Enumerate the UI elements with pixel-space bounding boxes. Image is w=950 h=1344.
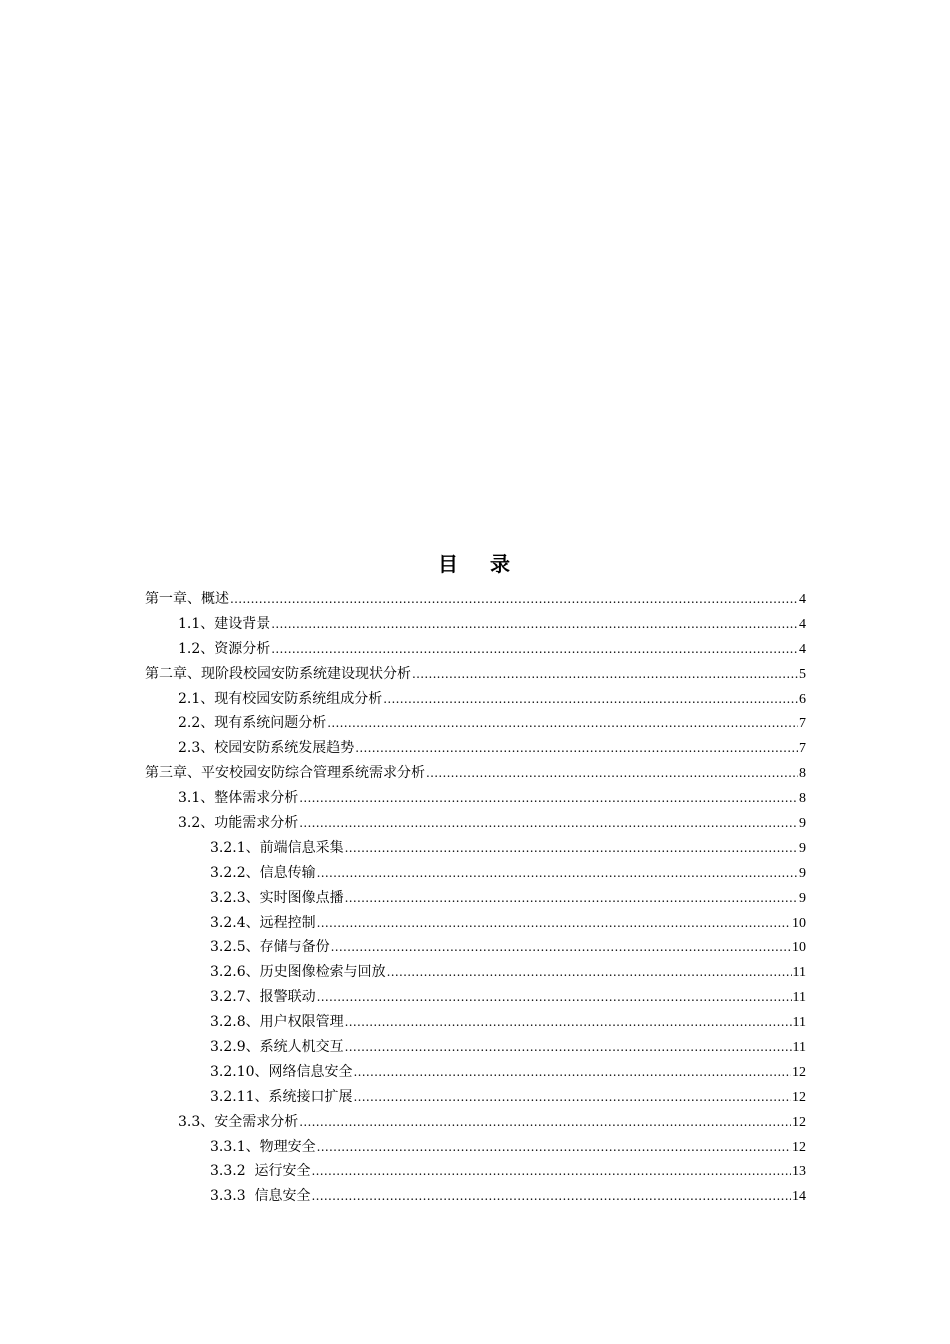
toc-list — [0, 587, 950, 1209]
toc-leader-dots — [317, 861, 798, 886]
toc-leader-dots — [271, 637, 798, 662]
toc-entry[interactable] — [0, 662, 950, 687]
toc-entry[interactable] — [0, 687, 950, 712]
toc-leader-dots — [317, 911, 791, 936]
toc-page-number: 12 — [792, 1064, 806, 1080]
toc-entry-text: 3.3.1、物理安全 — [210, 1138, 316, 1155]
toc-entry-text: 3.2.10、网络信息安全 — [210, 1063, 353, 1080]
toc-leader-dots — [354, 1060, 791, 1085]
toc-page-number: 7 — [799, 741, 806, 757]
toc-leader-dots — [299, 786, 798, 811]
toc-page-number: 9 — [799, 890, 806, 906]
toc-entry[interactable] — [0, 1110, 950, 1135]
toc-entry[interactable] — [0, 1135, 950, 1160]
toc-title-part2: 录 — [490, 552, 512, 576]
toc-entry-text: 第二章、现阶段校园安防系统建设现状分析 — [145, 665, 411, 682]
toc-leader-dots — [271, 612, 798, 637]
toc-entry[interactable] — [0, 637, 950, 662]
toc-leader-dots — [317, 985, 792, 1010]
toc-page-number: 8 — [799, 766, 806, 782]
toc-page-number: 8 — [799, 791, 806, 807]
toc-page-number: 4 — [799, 641, 806, 657]
toc-leader-dots — [412, 662, 798, 687]
toc-entry[interactable] — [0, 836, 950, 861]
toc-entry[interactable] — [0, 1060, 950, 1085]
toc-page-number: 4 — [799, 616, 806, 632]
toc-title-part1: 目 — [438, 552, 460, 576]
toc-entry-text: 2.1、现有校园安防系统组成分析 — [178, 690, 383, 707]
toc-entry[interactable] — [0, 886, 950, 911]
toc-entry-text: 第三章、平安校园安防综合管理系统需求分析 — [145, 765, 425, 782]
toc-entry[interactable] — [0, 1010, 950, 1035]
toc-page-number: 9 — [799, 840, 806, 856]
toc-entry-text: 3.3、安全需求分析 — [178, 1113, 299, 1130]
toc-leader-dots — [383, 687, 798, 712]
toc-leader-dots — [312, 1159, 791, 1184]
toc-leader-dots — [299, 811, 798, 836]
toc-page-number: 7 — [799, 716, 806, 732]
toc-page-number: 4 — [799, 592, 806, 607]
toc-entry-text: 3.2.7、报警联动 — [210, 989, 316, 1006]
toc-page-number: 11 — [792, 990, 806, 1006]
toc-entry[interactable] — [0, 861, 950, 886]
toc-entry-text: 3.1、整体需求分析 — [178, 790, 299, 807]
toc-leader-dots — [345, 836, 798, 861]
toc-leader-dots — [345, 886, 798, 911]
toc-entry[interactable] — [0, 985, 950, 1010]
toc-leader-dots — [299, 1110, 791, 1135]
toc-leader-dots — [355, 736, 798, 761]
toc-entry-text: 2.3、校园安防系统发展趋势 — [178, 740, 355, 757]
toc-page-number: 12 — [792, 1139, 806, 1155]
toc-page-number: 11 — [792, 1040, 806, 1056]
toc-page-number: 12 — [792, 1089, 806, 1105]
toc-leader-dots — [331, 935, 791, 960]
toc-leader-dots — [345, 1035, 792, 1060]
toc-page-number: 13 — [792, 1164, 806, 1180]
toc-entry-text: 第一章、概述 — [145, 591, 229, 607]
toc-entry-text: 3.2、功能需求分析 — [178, 815, 299, 832]
toc-page-number: 11 — [792, 965, 806, 981]
toc-entry[interactable] — [0, 711, 950, 736]
toc-page-number: 9 — [799, 865, 806, 881]
toc-entry[interactable] — [0, 736, 950, 761]
toc-leader-dots — [317, 1135, 791, 1160]
toc-entry-text: 3.2.3、实时图像点播 — [210, 889, 344, 906]
toc-entry-text: 3.2.5、存储与备份 — [210, 939, 330, 956]
toc-leader-dots — [230, 587, 798, 612]
toc-entry-text: 1.1、建设背景 — [178, 615, 271, 632]
toc-leader-dots — [387, 960, 792, 985]
toc-entry[interactable] — [0, 1159, 950, 1184]
toc-entry-text: 2.2、现有系统问题分析 — [178, 715, 327, 732]
toc-entry[interactable] — [0, 587, 950, 612]
toc-leader-dots — [312, 1184, 791, 1209]
toc-entry[interactable] — [0, 1184, 950, 1209]
toc-leader-dots — [327, 711, 798, 736]
toc-entry-text: 1.2、资源分析 — [178, 640, 271, 657]
toc-entry-text: 3.3.3 信息安全 — [210, 1188, 311, 1205]
toc-leader-dots — [354, 1085, 791, 1110]
toc-entry[interactable] — [0, 811, 950, 836]
toc-entry-text: 3.2.11、系统接口扩展 — [210, 1088, 353, 1105]
toc-entry-text: 3.2.1、前端信息采集 — [210, 839, 344, 856]
toc-entry[interactable] — [0, 911, 950, 936]
toc-entry[interactable] — [0, 1085, 950, 1110]
toc-entry[interactable] — [0, 935, 950, 960]
toc-entry[interactable] — [0, 1035, 950, 1060]
toc-entry-text: 3.3.2 运行安全 — [210, 1163, 311, 1180]
toc-entry-text: 3.2.8、用户权限管理 — [210, 1014, 344, 1031]
toc-entry[interactable] — [0, 612, 950, 637]
toc-page-number: 5 — [799, 666, 806, 682]
toc-page-number: 14 — [792, 1189, 806, 1205]
toc-entry[interactable] — [0, 761, 950, 786]
toc-page-number: 10 — [792, 940, 806, 956]
toc-entry-text: 3.2.2、信息传输 — [210, 864, 316, 881]
toc-leader-dots — [426, 761, 798, 786]
toc-entry-text: 3.2.9、系统人机交互 — [210, 1039, 344, 1056]
toc-entry-text: 3.2.4、远程控制 — [210, 914, 316, 931]
toc-title — [0, 548, 950, 577]
toc-leader-dots — [345, 1010, 792, 1035]
toc-entry-text: 3.2.6、历史图像检索与回放 — [210, 964, 386, 981]
toc-entry[interactable] — [0, 960, 950, 985]
toc-page-number: 6 — [799, 691, 806, 707]
toc-page-number: 9 — [799, 816, 806, 832]
toc-entry[interactable] — [0, 786, 950, 811]
toc-page-number: 11 — [792, 1015, 806, 1031]
toc-page-number: 10 — [792, 915, 806, 931]
toc-page-number: 12 — [792, 1114, 806, 1130]
